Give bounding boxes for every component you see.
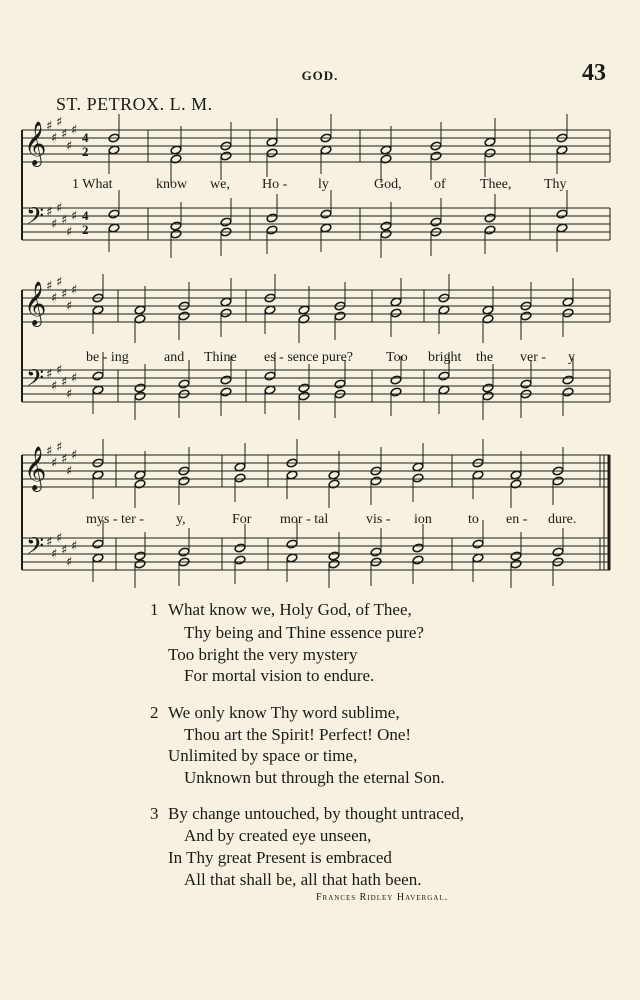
- note-head: [320, 145, 332, 155]
- sharp-sign: ♯: [61, 127, 68, 142]
- note-head: [510, 551, 522, 561]
- note-head: [134, 305, 146, 315]
- note-head: [298, 391, 310, 401]
- note-head: [92, 539, 104, 549]
- sharp-sign: ♯: [71, 539, 78, 554]
- sharp-sign: ♯: [71, 371, 78, 386]
- note-head: [178, 311, 190, 321]
- treble-clef: 𝄞: [24, 446, 47, 490]
- verse-line: By change untouched, by thought untraced,: [168, 804, 465, 823]
- note-head: [438, 385, 450, 395]
- note-head: [234, 555, 246, 565]
- note-head: [264, 385, 276, 395]
- lyric-syllable: dure.: [548, 512, 577, 527]
- note-head: [380, 229, 392, 239]
- sharp-sign: ♯: [56, 115, 63, 130]
- sharp-sign: ♯: [61, 287, 68, 302]
- sharp-sign: ♯: [56, 440, 63, 455]
- sharp-sign: ♯: [51, 547, 58, 562]
- sharp-sign: ♯: [46, 535, 53, 550]
- note-head: [438, 371, 450, 381]
- note-head: [484, 225, 496, 235]
- note-head: [484, 213, 496, 223]
- sharp-sign: ♯: [61, 452, 68, 467]
- note-head: [370, 476, 382, 486]
- note-head: [380, 221, 392, 231]
- bass-clef: 𝄢: [26, 532, 45, 565]
- note-head: [264, 371, 276, 381]
- note-head: [370, 547, 382, 557]
- note-head: [430, 151, 442, 161]
- lyric-syllable: mor - tal: [280, 512, 329, 527]
- note-head: [178, 379, 190, 389]
- sharp-sign: ♯: [71, 209, 78, 224]
- note-head: [482, 305, 494, 315]
- bass-clef: 𝄢: [26, 364, 45, 397]
- note-head: [380, 145, 392, 155]
- verse-line: Thy being and Thine essence pure?: [184, 623, 424, 642]
- note-head: [92, 553, 104, 563]
- note-head: [390, 308, 402, 318]
- note-head: [264, 305, 276, 315]
- note-head: [220, 387, 232, 397]
- sharp-sign: ♯: [46, 279, 53, 294]
- tune-title: ST. PETROX. L. M.: [56, 94, 213, 114]
- sharp-sign: ♯: [61, 543, 68, 558]
- note-head: [108, 145, 120, 155]
- note-head: [472, 553, 484, 563]
- sharp-sign: ♯: [56, 531, 63, 546]
- note-head: [220, 217, 232, 227]
- note-head: [220, 375, 232, 385]
- lyric-syllable: Too: [386, 350, 408, 365]
- sharp-sign: ♯: [51, 291, 58, 306]
- sharp-sign: ♯: [66, 387, 73, 402]
- note-head: [390, 387, 402, 397]
- verse-line: Unlimited by space or time,: [168, 746, 358, 765]
- page-number: 43: [582, 60, 606, 86]
- sharp-sign: ♯: [71, 283, 78, 298]
- sharp-sign: ♯: [56, 363, 63, 378]
- note-head: [390, 297, 402, 307]
- note-head: [170, 221, 182, 231]
- lyric-syllable: and: [164, 350, 185, 365]
- note-head: [562, 375, 574, 385]
- sharp-sign: ♯: [61, 213, 68, 228]
- treble-clef: 𝄞: [24, 121, 47, 165]
- note-head: [472, 539, 484, 549]
- verse-line: Unknown but through the eternal Son.: [184, 768, 445, 787]
- time-signature: 2: [82, 222, 89, 237]
- note-head: [220, 308, 232, 318]
- lyric-syllable: es - sence pure?: [264, 350, 354, 365]
- note-head: [556, 209, 568, 219]
- note-head: [520, 311, 532, 321]
- lyric-syllable: mys - ter -: [86, 512, 144, 527]
- sharp-sign: ♯: [51, 379, 58, 394]
- verse-line: And by created eye unseen,: [184, 826, 372, 845]
- note-head: [562, 297, 574, 307]
- lyric-syllable: 1 What: [72, 177, 113, 192]
- note-head: [510, 470, 522, 480]
- note-head: [320, 223, 332, 233]
- note-head: [562, 387, 574, 397]
- lyric-syllable: en -: [506, 512, 528, 527]
- lyric-syllable: we,: [210, 177, 230, 192]
- note-head: [220, 151, 232, 161]
- note-head: [266, 137, 278, 147]
- note-head: [266, 225, 278, 235]
- verse-number: 2: [150, 703, 159, 722]
- note-head: [334, 311, 346, 321]
- bass-clef: 𝄢: [26, 202, 45, 235]
- sharp-sign: ♯: [66, 555, 73, 570]
- sharp-sign: ♯: [71, 123, 78, 138]
- lyric-syllable: ion: [414, 512, 432, 527]
- verse-line: All that shall be, all that hath been.: [184, 870, 422, 889]
- sharp-sign: ♯: [66, 464, 73, 479]
- verse-line: We only know Thy word sublime,: [168, 703, 400, 722]
- note-head: [220, 297, 232, 307]
- note-head: [412, 543, 424, 553]
- verse-line: What know we, Holy God, of Thee,: [168, 600, 412, 619]
- sharp-sign: ♯: [56, 201, 63, 216]
- note-head: [234, 473, 246, 483]
- note-head: [520, 379, 532, 389]
- lyric-syllable: ver -: [520, 350, 547, 365]
- time-signature: 4: [82, 208, 89, 223]
- verse-line: Too bright the very mystery: [168, 645, 358, 664]
- note-head: [266, 148, 278, 158]
- lyric-syllable: bright: [428, 350, 462, 365]
- note-head: [298, 383, 310, 393]
- note-head: [438, 305, 450, 315]
- lyric-syllable: know: [156, 177, 188, 192]
- note-head: [92, 385, 104, 395]
- lyric-syllable: Thine: [204, 350, 237, 365]
- note-head: [170, 229, 182, 239]
- sharp-sign: ♯: [46, 444, 53, 459]
- note-head: [484, 137, 496, 147]
- note-head: [556, 223, 568, 233]
- sharp-sign: ♯: [51, 456, 58, 471]
- time-signature: 4: [82, 130, 89, 145]
- treble-clef: 𝄞: [24, 281, 47, 325]
- note-head: [334, 379, 346, 389]
- lyric-syllable: the: [476, 350, 494, 365]
- note-head: [298, 305, 310, 315]
- note-head: [412, 555, 424, 565]
- note-head: [552, 547, 564, 557]
- note-head: [556, 145, 568, 155]
- lyric-syllable: Ho -: [262, 177, 288, 192]
- note-head: [328, 551, 340, 561]
- sharp-sign: ♯: [61, 375, 68, 390]
- note-head: [482, 391, 494, 401]
- note-head: [510, 559, 522, 569]
- note-head: [266, 213, 278, 223]
- note-head: [484, 148, 496, 158]
- note-head: [170, 145, 182, 155]
- verse-number: 3: [150, 804, 159, 823]
- note-head: [552, 476, 564, 486]
- note-head: [178, 476, 190, 486]
- lyric-syllable: Thee,: [480, 177, 512, 192]
- note-head: [134, 391, 146, 401]
- note-head: [482, 383, 494, 393]
- lyric-syllable: ly: [318, 177, 329, 192]
- verse-line: Thou art the Spirit! Perfect! One!: [184, 725, 412, 744]
- verse-line: For mortal vision to endure.: [184, 666, 375, 685]
- note-head: [134, 551, 146, 561]
- verse-number: 1: [150, 600, 159, 619]
- note-head: [328, 559, 340, 569]
- note-head: [390, 375, 402, 385]
- lyric-syllable: be - ing: [86, 350, 129, 365]
- sharp-sign: ♯: [46, 119, 53, 134]
- sharp-sign: ♯: [66, 139, 73, 154]
- sharp-sign: ♯: [66, 299, 73, 314]
- note-head: [234, 543, 246, 553]
- lyric-syllable: y: [568, 350, 575, 365]
- lyric-syllable: vis -: [366, 512, 391, 527]
- sharp-sign: ♯: [66, 225, 73, 240]
- sharp-sign: ♯: [46, 367, 53, 382]
- note-head: [92, 371, 104, 381]
- author-credit: Frances Ridley Havergal.: [316, 892, 449, 903]
- note-head: [320, 209, 332, 219]
- lyric-syllable: of: [434, 177, 446, 192]
- note-head: [286, 539, 298, 549]
- sharp-sign: ♯: [51, 217, 58, 232]
- note-head: [430, 217, 442, 227]
- lyric-syllable: God,: [374, 177, 402, 192]
- note-head: [412, 462, 424, 472]
- running-header: GOD.: [301, 68, 339, 83]
- sharp-sign: ♯: [46, 205, 53, 220]
- note-head: [286, 553, 298, 563]
- note-head: [108, 209, 120, 219]
- note-head: [92, 305, 104, 315]
- sharp-sign: ♯: [56, 275, 63, 290]
- lyric-syllable: For: [232, 512, 252, 527]
- note-head: [134, 470, 146, 480]
- lyric-syllable: y,: [176, 512, 186, 527]
- note-head: [412, 473, 424, 483]
- note-head: [134, 559, 146, 569]
- verse-line: In Thy great Present is embraced: [168, 848, 392, 867]
- note-head: [178, 547, 190, 557]
- note-head: [328, 470, 340, 480]
- note-head: [134, 383, 146, 393]
- note-head: [472, 470, 484, 480]
- note-head: [562, 308, 574, 318]
- lyric-syllable: to: [468, 512, 479, 527]
- note-head: [234, 462, 246, 472]
- note-head: [92, 470, 104, 480]
- sharp-sign: ♯: [71, 448, 78, 463]
- time-signature: 2: [82, 144, 89, 159]
- lyric-syllable: Thy: [544, 177, 567, 192]
- note-head: [286, 470, 298, 480]
- note-head: [108, 223, 120, 233]
- sharp-sign: ♯: [51, 131, 58, 146]
